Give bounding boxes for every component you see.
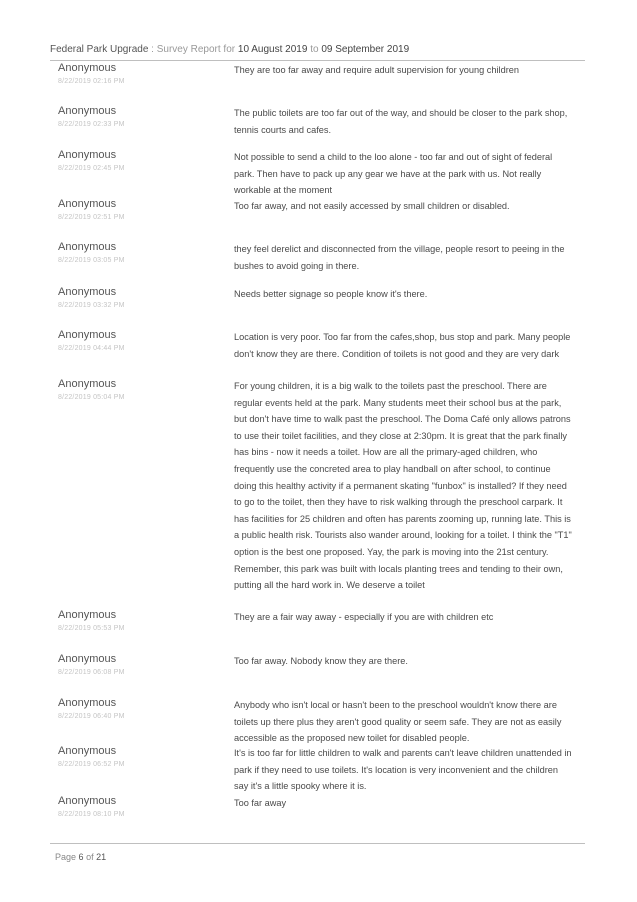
response-comment: Not possible to send a child to the loo alone - too far and out of sight of federal park. Then have to pack up any gear we have at the park with us. Not really workable at the moment xyxy=(234,152,553,196)
date-from: 10 August 2019 xyxy=(237,44,308,55)
response-timestamp: 8/22/2019 02:45 PM xyxy=(58,165,125,172)
response-comment: Location is very poor. Too far from the cafes,shop, bus stop and park. Many people don't know they are there. Condition of toilets is not good and they are very dark xyxy=(234,332,571,359)
response-comment: The public toilets are too far out of the way, and should be closer to the park shop, tennis courts and cafes. xyxy=(234,108,568,135)
response-comment: They are too far away and require adult supervision for young children xyxy=(234,65,519,75)
response-comment: Anybody who isn't local or hasn't been to the preschool wouldn't know there are toilets up there plus they aren't good quality or seem safe. They are not as easily accessible as the proposed new toilet for disabled people. xyxy=(234,700,562,744)
response-comment: It's is too far for little children to walk and parents can't leave children unattended in park if they need to use toilets. It's location is very inconvenient and the children say it's a little spooky where it is. xyxy=(234,748,572,792)
report-subtitle: Survey Report for xyxy=(156,44,236,55)
respondent-name: Anonymous xyxy=(58,653,117,665)
response-comment: Needs better signage so people know it's there. xyxy=(234,289,428,299)
respondent-name: Anonymous xyxy=(58,795,117,807)
response-timestamp: 8/22/2019 05:53 PM xyxy=(58,625,125,632)
response-timestamp: 8/22/2019 03:32 PM xyxy=(58,302,125,309)
footer-divider xyxy=(50,843,585,844)
response-comment: For young children, it is a big walk to the toilets past the preschool. There are regular events held at the park. Many students meet their school bus at the park, but don't have time to walk past the preschool. The Doma Café only allows patrons to use their toilet facilities, and they close at 2:30pm. It is great that the park finally has bins - now it needs a toilet. How are all the primary-aged children, who frequently use the concreted area to play handball on after school, to continue doing this healthy activity if a permanent skating "funbox" is installed? If they need to go to the toilet, then they have to risk walking through the preschool carpark. It has facilities for 25 children and often has parents zooming up, running late. This is a public health risk. Tourists also wander around, looking for a toilet. I think the "T1" option is the best one proposed. Yay, the park is moving into the 21st century. Remember, this park was built with locals planting trees and tending to their own, putting all the hard work in. We deserve a toilet xyxy=(234,381,572,591)
response-timestamp: 8/22/2019 06:08 PM xyxy=(58,669,125,676)
of-label: of xyxy=(86,852,94,862)
response-timestamp: 8/22/2019 04:44 PM xyxy=(58,345,125,352)
respondent-name: Anonymous xyxy=(58,745,117,757)
response-comment: they feel derelict and disconnected from the village, people resort to peeing in the bushes to avoid going in there. xyxy=(234,244,565,271)
respondent-name: Anonymous xyxy=(58,378,117,390)
header-separator: : xyxy=(151,44,154,55)
respondent-name: Anonymous xyxy=(58,697,117,709)
respondent-name: Anonymous xyxy=(58,241,117,253)
response-comment: Too far away xyxy=(234,798,287,808)
response-timestamp: 8/22/2019 08:10 PM xyxy=(58,811,125,818)
response-comment: Too far away. Nobody know they are there. xyxy=(234,656,408,666)
header-divider xyxy=(50,60,585,61)
page-footer xyxy=(55,852,106,862)
response-timestamp: 8/22/2019 02:16 PM xyxy=(58,78,125,85)
response-timestamp: 8/22/2019 05:04 PM xyxy=(58,394,125,401)
respondent-name: Anonymous xyxy=(58,198,117,210)
response-timestamp: 8/22/2019 03:05 PM xyxy=(58,257,125,264)
report-title: Federal Park Upgrade xyxy=(50,44,149,55)
respondent-name: Anonymous xyxy=(58,286,117,298)
respondent-name: Anonymous xyxy=(58,149,117,161)
response-timestamp: 8/22/2019 02:51 PM xyxy=(58,214,125,221)
respondent-name: Anonymous xyxy=(58,105,117,117)
response-timestamp: 8/22/2019 02:33 PM xyxy=(58,121,125,128)
page-number: 6 xyxy=(78,852,84,862)
to-word: to xyxy=(310,44,319,55)
page-total: 21 xyxy=(96,852,107,862)
respondent-name: Anonymous xyxy=(58,62,117,74)
date-to: 09 September 2019 xyxy=(321,44,410,55)
response-timestamp: 8/22/2019 06:52 PM xyxy=(58,761,125,768)
report-header xyxy=(50,44,409,55)
respondent-name: Anonymous xyxy=(58,609,117,621)
respondent-name: Anonymous xyxy=(58,329,117,341)
response-comment: Too far away, and not easily accessed by small children or disabled. xyxy=(234,201,510,211)
response-timestamp: 8/22/2019 06:40 PM xyxy=(58,713,125,720)
response-comment: They are a fair way away - especially if you are with children etc xyxy=(234,612,494,622)
page-label: Page xyxy=(55,852,77,862)
